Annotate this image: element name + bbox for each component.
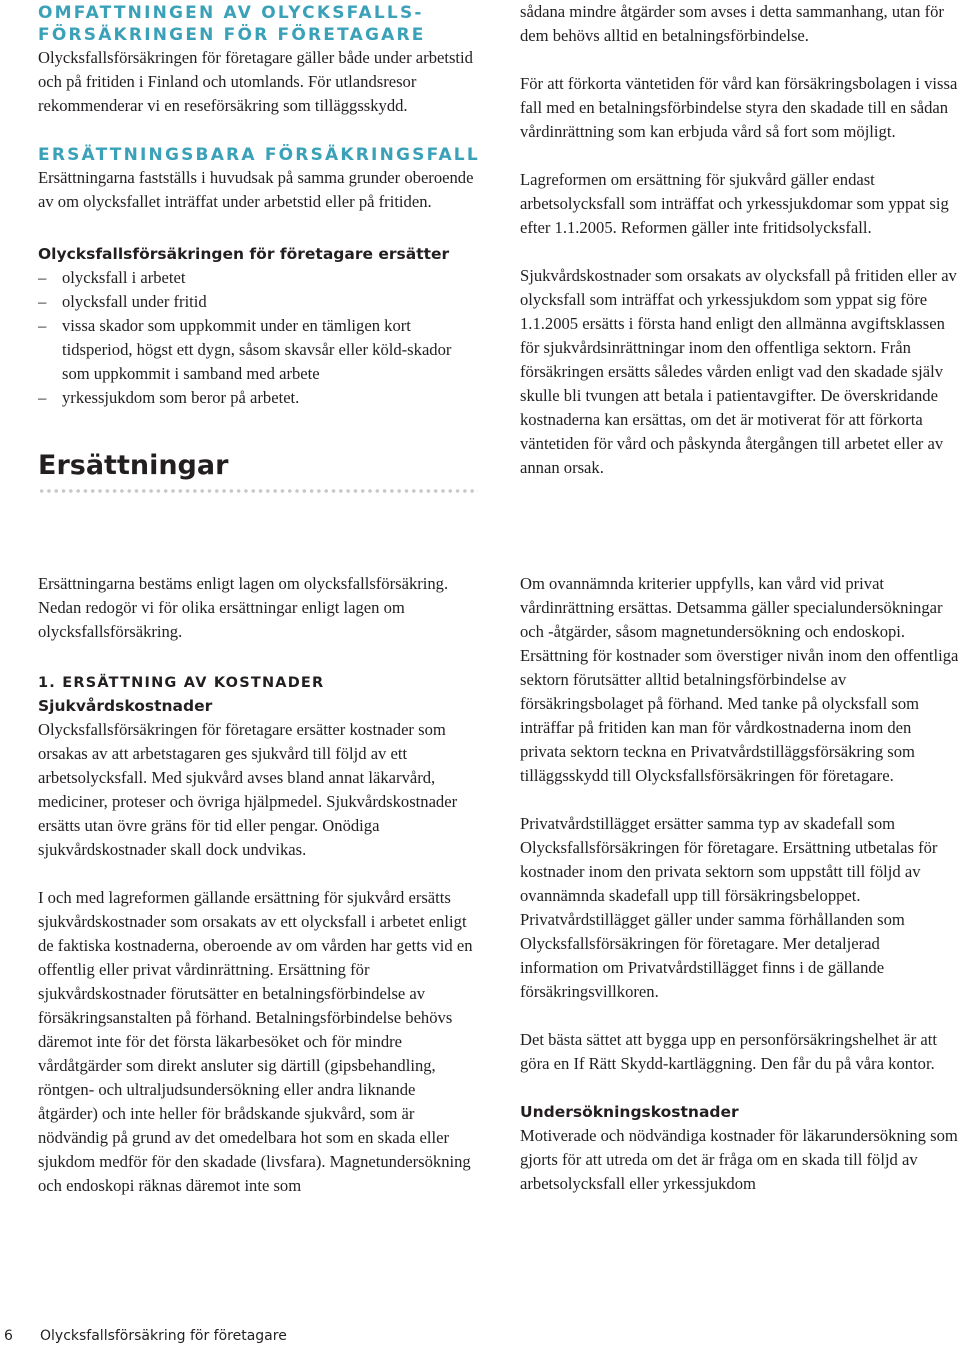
left-column-top [38, 2, 483, 494]
list-heading: Olycksfallsförsäkringen för företagare ersätter [38, 245, 450, 263]
paragraph-intro: Ersättningarna bestäms enligt lagen om olycksfallsförsäkring. Nedan redogör vi för olika ersättningar enligt lagen om olycksfallsförsäkring. [38, 574, 449, 641]
paragraph: Lagreformen om ersättning för sjukvård gäller endast arbetsolycksfall som inträffat och yrkessjukdomar som yppat sig efter 1.1.2005. Reformen gäller inte fritidsolycksfall. [520, 170, 949, 237]
page-footer [4, 1326, 287, 1346]
coverage-list [38, 266, 483, 410]
heading-omfattning: OMFATTNINGEN AV OLYCKSFALLS- FÖRSÄKRINGEN FÖR FÖRETAGARE [38, 3, 426, 45]
paragraph: Det bästa sättet att bygga upp en personförsäkringshelhet är att göra en If Rätt Skydd-kartläggning. Den får du på våra kontor. [520, 1030, 938, 1073]
section-title: Ersättningar [38, 450, 229, 481]
right-column-top [520, 0, 960, 480]
paragraph: Sjukvårdskostnader som orsakats av olycksfall på fritiden eller av olycksfall som inträffat och yrkessjukdom som yppat sig före 1.1.2005 ersätts i första hand enligt den allmänna avgiftsklassen för sjukvårdsinrättningar inom den offentliga sektorn. Från försäkringen ersätts således vården enligt vad den skadade själv skulle bli tvungen att betala i patientavgifter. De överskridande kostnaderna kan ersättas, om det är motiverat för att förkorta väntetiden för vård och påskynda återgången till arbetet eller av annan orsak. [520, 266, 957, 477]
paragraph-lagreform: I och med lagreformen gällande ersättning för sjukvård ersätts sjukvårdskostnader som orsakats av ett olycksfall i arbetet enligt de faktiska kostnaderna, oberoende av om vården har getts vid en offentlig eller privat vårdinrättning. Ersättning för sjukvårdskostnader förutsätter en betalningsförbindelse av försäkringsanstalten på förhand. Betalningsförbindelse behövs däremot inte för det första läkarbesöket och för mindre vårdåtgärder som direkt ansluter sig därtill (gipsbehandling, röntgen- och ultraljudsundersökning eller andra liknande åtgärder) och inte heller för brådskande sjukvård, som är nödvändig på grund av det omedelbara hot som en skada eller sjukdom medför för den skadade (livsfara). Magnetundersökning och endoskopi räknas däremot inte som [38, 888, 473, 1195]
right-column-bottom [520, 572, 960, 1196]
paragraph: Motiverade och nödvändiga kostnader för läkarundersökning som gjorts för att utreda om det är fråga om en skada till följd av arbetsolycksfall eller yrkessjukdom [520, 1126, 958, 1193]
heading-ersattning-kostnader: 1. ERSÄTTNING AV KOSTNADER [38, 675, 325, 691]
left-column-bottom [38, 572, 478, 1198]
paragraph-sjukvard: Olycksfallsförsäkringen för företagare ersätter kostnader som orsakas av att arbetstagaren ges sjukvård till följd av ett arbetsolycksfall. Med sjukvård avses bland annat läkarvård, mediciner, proteser och övriga hjälpmedel. Sjukvårdskostnader ersätts utan övre gräns för tid eller pengar. Onödiga sjukvårdskostnader skall dock undvikas. [38, 720, 458, 859]
subheading-undersokningskostnader: Undersökningskostnader [520, 1103, 739, 1121]
list-item: – olycksfall under fritid [38, 290, 483, 314]
paragraph-ersattningsbara: Ersättningarna fastställs i huvudsak på samma grunder oberoende av om olycksfallet inträffat under arbetstid eller på fritiden. [38, 168, 474, 211]
heading-ersattningsbara: ERSÄTTNINGSBARA FÖRSÄKRINGSFALL [38, 145, 480, 165]
paragraph: sådana mindre åtgärder som avses i detta sammanhang, utan för dem behövs alltid en betalningsförbindelse. [520, 2, 944, 45]
dotted-divider [38, 488, 478, 494]
paragraph: För att förkorta väntetiden för vård kan försäkringsbolagen i vissa fall med en betalningsförbindelse styra den skadade till en sådan vårdinrättning som kan erbjuda vård så fort som möjligt. [520, 74, 958, 141]
list-item: – yrkessjukdom som beror på arbetet. [38, 386, 483, 410]
paragraph: Om ovannämnda kriterier uppfylls, kan vård vid privat vårdinrättning ersättas. Detsamma gäller specialundersökningar och -åtgärder, såsom magnetundersökning och endoskopi. Ersättning för kostnader som överstiger nivån inom den offentliga sektorn förutsätter alltid betalningsförbindelse av försäkringsbolaget på förhand. Med tanke på olycksfall som inträffar på fritiden kan man för vårdkostnaderna inom den privata sektorn teckna en Privatvårdstilläggsförsäkring som tilläggsskydd till Olycksfallsförsäkringen för företagare. [520, 574, 959, 785]
list-item: – vissa skador som uppkommit under en tämligen kort tidsperiod, högst ett dygn, såsom skavsår eller köld-skador som uppkommit i samband med arbete [38, 314, 483, 386]
page-number: 6 [4, 1328, 13, 1344]
paragraph: Privatvårdstillägget ersätter samma typ av skadefall som Olycksfallsförsäkringen för företagare. Ersättning utbetalas för kostnader inom den privata sektorn som uppstått till följd av ovannämnda skadefall upp till försäkringsbeloppet. Privatvårdstillägget gäller under samma förhållanden som Olycksfallsförsäkringen för företagare. Mer detaljerad information om Privatvårdstillägget finns i de gällande försäkringsvillkoren. [520, 814, 938, 1001]
footer-title: Olycksfallsförsäkring för företagare [40, 1328, 287, 1344]
subheading-sjukvardskostnader: Sjukvårdskostnader [38, 697, 213, 715]
list-item: – olycksfall i arbetet [38, 266, 483, 290]
paragraph-omfattning: Olycksfallsförsäkringen för företagare gäller både under arbetstid och på fritiden i Finland och utomlands. För utlandsresor rekommenderar vi en reseförsäkring som tilläggsskydd. [38, 48, 473, 115]
